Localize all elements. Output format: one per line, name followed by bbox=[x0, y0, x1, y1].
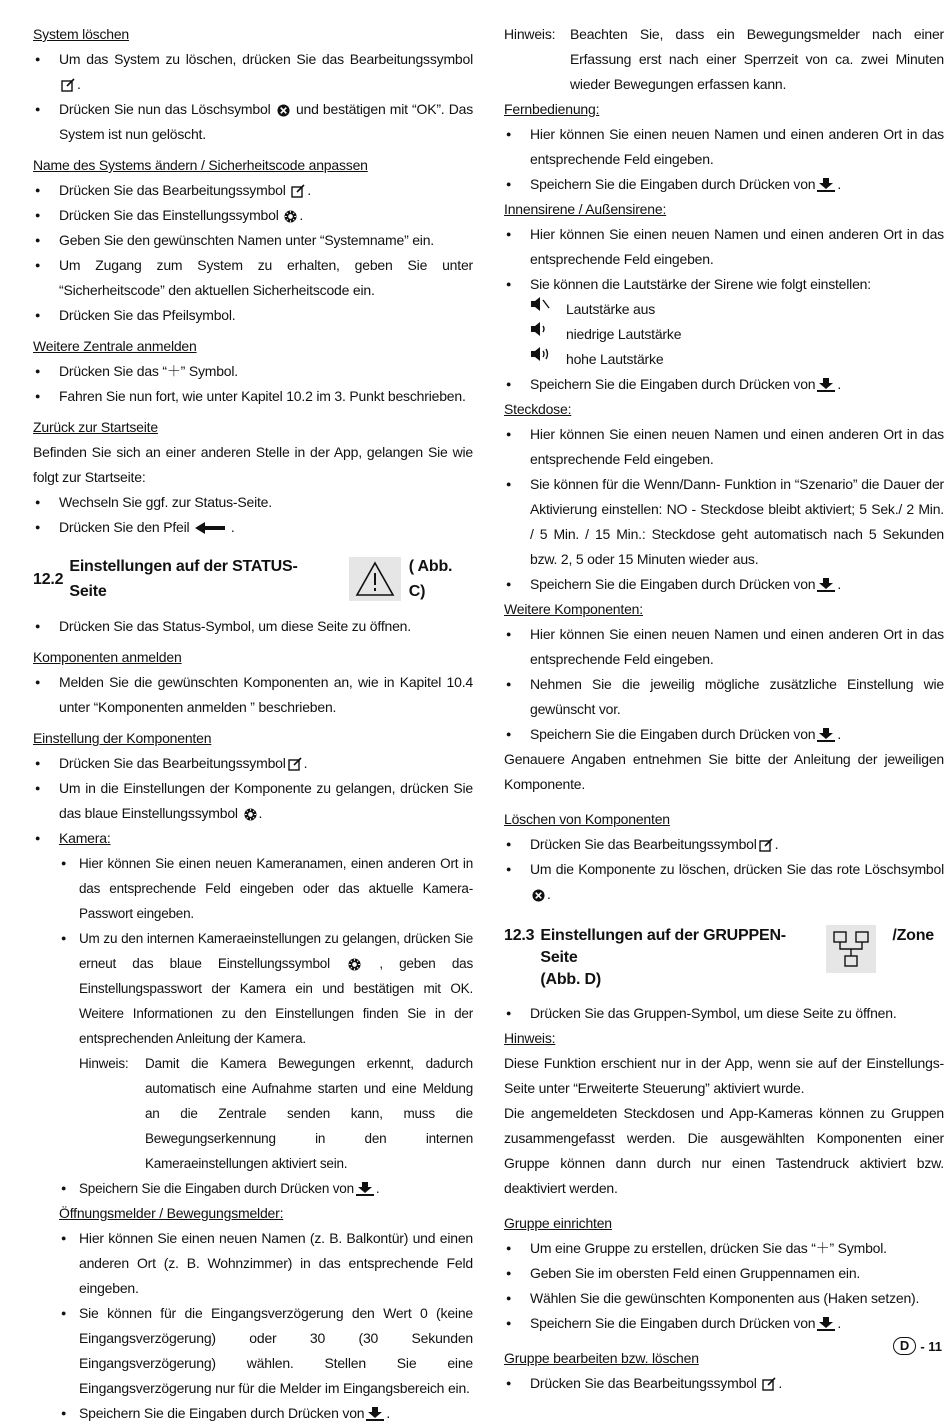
list-item: ● Drücken Sie das Bearbeitungssymbol . bbox=[504, 1371, 944, 1396]
delete-icon bbox=[277, 104, 290, 117]
hint-text: Beachten Sie, dass ein Bewegungsmelder nach einer Erfassung erst nach einer Sperrzeit von ca. zwei Minuten wieder Bewegungen erfassen kann. bbox=[570, 26, 944, 92]
list-item: ● Drücken Sie den Pfeil . bbox=[33, 515, 473, 540]
list-item: ● Drücken Sie das Bearbeitungssymbol . bbox=[504, 832, 944, 857]
hint-label: Hinweis: bbox=[79, 1056, 129, 1071]
section-title-more-hubs: Weitere Zentrale anmelden bbox=[33, 338, 197, 354]
list-item: ● Hier können Sie einen neuen Namen und einen anderen Ort in das entsprechende Feld eingeben. bbox=[504, 622, 944, 672]
list-item-text: und bestätigen mit “OK”. Das System ist nun gelöscht. bbox=[59, 101, 473, 142]
motion-hint bbox=[504, 22, 944, 97]
edit-icon bbox=[288, 757, 302, 771]
delete-icon bbox=[532, 889, 545, 902]
list-item: ● Hier können Sie einen neuen Namen und einen anderen Ort in das entsprechende Feld eingeben. bbox=[504, 422, 944, 472]
save-icon bbox=[366, 1407, 384, 1421]
section-heading-12-3 bbox=[504, 925, 944, 991]
list-item: ● Sie können für die Eingangsverzögerung den Wert 0 (keine Eingangsverzögerung) oder 30 (30 Sekunden Eingangsverzögerung) wählen. Stellen Sie eine Eingangsverzögerung nur für die Melder im Eingangsbereich ein. bbox=[59, 1301, 473, 1401]
list-item-text: Drücken Sie das Einstellungssymbol bbox=[59, 207, 279, 223]
hint-title: Hinweis: bbox=[504, 1030, 556, 1046]
speaker-low-icon bbox=[530, 322, 552, 336]
list-item: ● Hier können Sie einen neuen Kameranamen, einen anderen Ort in das entsprechende Feld eingeben oder das aktuelle Kamera-Passwort eingeben. bbox=[59, 851, 473, 926]
volume-option-off bbox=[504, 297, 944, 322]
speaker-high-icon bbox=[530, 347, 552, 361]
list-item-text: Um das System zu löschen, drücken Sie das Bearbeitungssymbol bbox=[59, 51, 473, 67]
list-item: ● Drücken Sie das “＋” Symbol. bbox=[33, 359, 473, 384]
list-item-text: Speichern Sie die Eingaben durch Drücken von bbox=[530, 726, 816, 742]
save-icon bbox=[817, 378, 835, 392]
list-item: ● Melden Sie die gewünschten Komponenten an, wie in Kapitel 10.4 unter “Komponenten anmelden ” beschrieben. bbox=[33, 670, 473, 720]
list-item: ● Drücken Sie das Bearbeitungssymbol . bbox=[33, 178, 473, 203]
section-title-block bbox=[540, 925, 810, 991]
list-item-text: Drücken Sie das Bearbeitungssymbol bbox=[530, 1375, 757, 1391]
list-item: ● Hier können Sie einen neuen Namen und einen anderen Ort in das entsprechende Feld eingeben. bbox=[504, 222, 944, 272]
section-title-register-components: Komponenten anmelden bbox=[33, 649, 182, 665]
list-item: ● Sie können für die Wenn/Dann- Funktion in “Szenario” die Dauer der Aktivierung einstellen: NO - Steckdose bleibt aktiviert; 5 Sek./ 2 Min. / 5 Min. / 15 Min.: Steckdose geht automatisch nach 5 Sekunden bzw. 2, 5 oder 15 Minuten wieder aus. bbox=[504, 472, 944, 572]
list-item: ● Geben Sie im obersten Feld einen Gruppennamen ein. bbox=[504, 1261, 944, 1286]
edit-icon bbox=[759, 838, 773, 852]
section-title-create-group: Gruppe einrichten bbox=[504, 1215, 612, 1231]
list-item: ● Speichern Sie die Eingaben durch Drücken von . bbox=[59, 1176, 473, 1201]
list-item: ● Hier können Sie einen neuen Namen und einen anderen Ort in das entsprechende Feld eingeben. bbox=[504, 122, 944, 172]
list-item-text: Speichern Sie die Eingaben durch Drücken von bbox=[79, 1405, 365, 1421]
section-heading-12-2 bbox=[33, 554, 473, 604]
list-item: ● Speichern Sie die Eingaben durch Drücken von . bbox=[59, 1401, 473, 1426]
gear-icon bbox=[284, 210, 297, 223]
list-item-text: Speichern Sie die Eingaben durch Drücken von bbox=[530, 376, 816, 392]
subsection-title-socket: Steckdose: bbox=[504, 401, 572, 417]
paragraph: Diese Funktion erschient nur in der App, wenn sie auf der Einstellungs-Seite unter “Erweiterte Steuerung” aktiviert wurde. bbox=[504, 1055, 944, 1096]
save-icon bbox=[817, 1317, 835, 1331]
list-item: ● Drücken Sie das Bearbeitungssymbol . bbox=[33, 751, 473, 776]
list-item-text: Drücken Sie das Bearbeitungssymbol bbox=[59, 182, 286, 198]
language-badge: D bbox=[893, 1337, 916, 1355]
save-icon bbox=[817, 728, 835, 742]
gear-icon bbox=[348, 958, 361, 971]
list-item-text: , geben das Einstellungspasswort der Kamera ein und bestätigen mit OK. Weitere Informationen zu den Einstellungen finden Sie in der entsprechenden Anleitung der Kamera. bbox=[79, 956, 473, 1046]
list-item: ● Fahren Sie nun fort, wie unter Kapitel 10.2 im 3. Punkt beschrieben. bbox=[33, 384, 473, 409]
list-item: ● Speichern Sie die Eingaben durch Drücken von . bbox=[504, 1311, 944, 1336]
page-number-text: - 11 bbox=[920, 1338, 942, 1354]
volume-option-high bbox=[504, 347, 944, 372]
camera-hint bbox=[79, 1051, 473, 1176]
list-item: ● Speichern Sie die Eingaben durch Drücken von . bbox=[504, 722, 944, 747]
gear-icon bbox=[244, 808, 257, 821]
list-item: ● Drücken Sie das Einstellungssymbol . bbox=[33, 203, 473, 228]
list-item-text: Speichern Sie die Eingaben durch Drücken von bbox=[530, 176, 816, 192]
list-item: ● Hier können Sie einen neuen Namen (z. B. Balkontür) und einen anderen Ort (z. B. Wohnzimmer) in das entsprechende Feld eingeben. bbox=[59, 1226, 473, 1301]
list-item: ● Um das System zu löschen, drücken Sie das Bearbeitungssymbol. bbox=[33, 47, 473, 97]
list-item: ● Um eine Gruppe zu erstellen, drücken Sie das “＋” Symbol. bbox=[504, 1236, 944, 1261]
edit-icon bbox=[291, 184, 305, 198]
list-item-text: Drücken Sie den Pfeil bbox=[59, 519, 190, 535]
list-item: ● Um Zugang zum System zu erhalten, geben Sie unter “Sicherheitscode” den aktuellen Sicherheitscode ein. bbox=[33, 253, 473, 303]
list-item: ● Geben Sie den gewünschten Namen unter “Systemname” ein. bbox=[33, 228, 473, 253]
section-title: Einstellungen auf der STATUS-Seite bbox=[69, 558, 298, 600]
section-number: 12.2 bbox=[33, 570, 64, 588]
group-icon bbox=[826, 925, 876, 973]
paragraph: Die angemeldeten Steckdosen und App-Kameras können zu Gruppen zusammengefasst werden. Die ausgewählten Komponenten einer Gruppe können dann durch nur einen Tastendruck aktiviert bzw. deaktiviert werden. bbox=[504, 1105, 944, 1196]
list-item bbox=[33, 97, 473, 147]
section-title-delete-components: Löschen von Komponenten bbox=[504, 811, 670, 827]
warning-icon bbox=[349, 557, 401, 601]
list-item bbox=[33, 826, 473, 851]
list-item: ● Drücken Sie das Status-Symbol, um diese Seite zu öffnen. bbox=[33, 614, 473, 639]
list-item: ● Speichern Sie die Eingaben durch Drücken von . bbox=[504, 572, 944, 597]
right-column bbox=[504, 22, 944, 1396]
zone-label: /Zone bbox=[892, 927, 935, 944]
list-item-text: Drücken Sie nun das Löschsymbol bbox=[59, 101, 271, 117]
speaker-mute-icon bbox=[530, 297, 552, 311]
list-item: ● Nehmen Sie die jeweilig mögliche zusätzliche Einstellung wie gewünscht vor. bbox=[504, 672, 944, 722]
list-item-text: Um in die Einstellungen der Komponente zu gelangen, drücken Sie das blaue Einstellungssymbol bbox=[59, 780, 473, 821]
list-item: ● Drücken Sie das Pfeilsymbol. bbox=[33, 303, 473, 328]
save-icon bbox=[817, 178, 835, 192]
back-arrow-icon bbox=[195, 522, 225, 534]
list-item-text: Drücken Sie das Bearbeitungssymbol bbox=[59, 755, 286, 771]
section-title-back-to-start: Zurück zur Startseite bbox=[33, 419, 158, 435]
figure-reference: ( Abb. C) bbox=[408, 558, 453, 600]
volume-label: Lautstärke aus bbox=[566, 301, 656, 317]
section-title-rename-system: Name des Systems ändern / Sicherheitscode anpassen bbox=[33, 157, 368, 173]
list-item: ● Um die Komponente zu löschen, drücken Sie das rote Löschsymbol. bbox=[504, 857, 944, 907]
list-item-text: Um zu den internen Kameraeinstellungen zu gelangen, drücken Sie erneut das blaue Einstellungssymbol bbox=[79, 931, 473, 971]
volume-label: hohe Lautstärke bbox=[566, 351, 664, 367]
list-item: ● Speichern Sie die Eingaben durch Drücken von . bbox=[504, 372, 944, 397]
list-item: ● Drücken Sie das Gruppen-Symbol, um diese Seite zu öffnen. bbox=[504, 1001, 944, 1026]
section-title-component-settings: Einstellung der Komponenten bbox=[33, 730, 212, 746]
subsection-title-remote: Fernbedienung: bbox=[504, 101, 600, 117]
section-title-edit-group: Gruppe bearbeiten bzw. löschen bbox=[504, 1350, 699, 1366]
paragraph: Genauere Angaben entnehmen Sie bitte der Anleitung der jeweiligen Komponente. bbox=[504, 751, 944, 792]
list-item bbox=[59, 926, 473, 1051]
paragraph: Befinden Sie sich an einer anderen Stelle in der App, gelangen Sie wie folgt zur Startseite: bbox=[33, 444, 473, 485]
section-title: Einstellungen auf der GRUPPEN-Seite bbox=[540, 927, 786, 966]
volume-option-low bbox=[504, 322, 944, 347]
list-item-text: Um die Komponente zu löschen, drücken Sie das rote Löschsymbol bbox=[530, 861, 944, 877]
hint-text: Damit die Kamera Bewegungen erkennt, dadurch automatisch eine Aufnahme starten und eine Meldung an die Zentrale senden kann, muss die Bewegungserkennung in den internen Kameraeinstellungen aktiviert sein. bbox=[145, 1056, 473, 1171]
hint-label: Hinweis: bbox=[504, 26, 556, 42]
list-item: ● Sie können die Lautstärke der Sirene wie folgt einstellen: bbox=[504, 272, 944, 297]
list-item: ● Wechseln Sie ggf. zur Status-Seite. bbox=[33, 490, 473, 515]
page-number bbox=[893, 1337, 942, 1355]
list-item-text: Speichern Sie die Eingaben durch Drücken von bbox=[530, 1315, 816, 1331]
list-item-text: Speichern Sie die Eingaben durch Drücken von bbox=[530, 576, 816, 592]
edit-icon bbox=[762, 1377, 776, 1391]
edit-icon bbox=[61, 78, 75, 92]
list-item: ● Speichern Sie die Eingaben durch Drücken von . bbox=[504, 172, 944, 197]
save-icon bbox=[356, 1182, 374, 1196]
list-item: ● Wählen Sie die gewünschten Komponenten aus (Haken setzen). bbox=[504, 1286, 944, 1311]
subsection-title-door-sensor: Öffnungsmelder / Bewegungsmelder: bbox=[59, 1205, 284, 1221]
section-title-system-delete: System löschen bbox=[33, 26, 130, 42]
list-item-text: Speichern Sie die Eingaben durch Drücken von bbox=[79, 1181, 354, 1196]
figure-reference: (Abb. D) bbox=[540, 971, 601, 988]
list-item: ● Um in die Einstellungen der Komponente zu gelangen, drücken Sie das blaue Einstellungssymbol . bbox=[33, 776, 473, 826]
volume-label: niedrige Lautstärke bbox=[566, 326, 682, 342]
subsection-title-more-components: Weitere Komponenten: bbox=[504, 601, 643, 617]
save-icon bbox=[817, 578, 835, 592]
subsection-title-siren: Innensirene / Außensirene: bbox=[504, 201, 667, 217]
list-item-text: Drücken Sie das Bearbeitungssymbol bbox=[530, 836, 757, 852]
list-item-text: Kamera: bbox=[59, 830, 111, 846]
left-column bbox=[33, 22, 473, 1426]
section-number: 12.3 bbox=[504, 927, 535, 944]
